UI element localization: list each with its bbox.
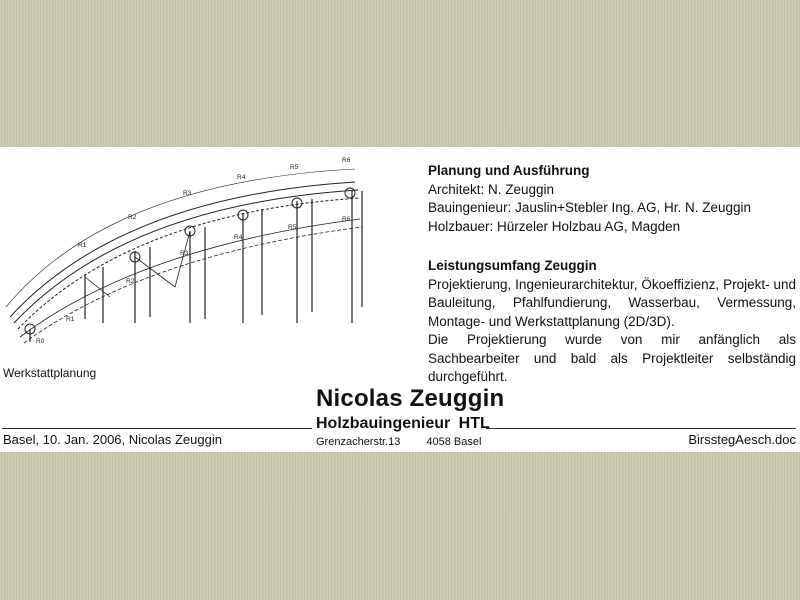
label-r5-a: R5	[290, 164, 299, 171]
label-r4-a: R4	[237, 174, 246, 181]
planung-section	[428, 162, 796, 236]
label-r6-b: R6	[342, 216, 351, 223]
label-r4-b: R4	[234, 234, 243, 241]
letterhead-street: Grenzacherstr.13	[316, 436, 401, 448]
leistung-heading: Leistungsumfang Zeuggin	[428, 258, 597, 273]
planung-line-engineer: Bauingenieur: Jauslin+Stebler Ing. AG, Hr. N. Zeuggin	[428, 200, 752, 215]
leistung-paragraph-1: Projektierung, Ingenieurarchitektur, Ökoeffizienz, Projekt- und Bauleitung, Pfahlfundierung, Wasserbau, Vermessung, Montage- und Werkstattplanung (2D/3D).	[428, 276, 796, 329]
label-r6-a: R6	[342, 157, 351, 164]
label-r1-a: R1	[78, 242, 87, 249]
leistung-section	[428, 257, 796, 387]
document-band	[0, 147, 800, 452]
planung-line-architect: Architekt: N. Zeuggin	[428, 181, 555, 197]
planung-line-timber: Holzbauer: Hürzeler Holzbau AG, Magden	[428, 218, 681, 234]
workshop-drawing	[0, 147, 400, 377]
diagonals	[85, 231, 190, 297]
letterhead-city: 4058 Basel	[426, 436, 482, 448]
letterhead-profession: Holzbauingenieur HTL	[316, 415, 490, 432]
drawing-caption: Werkstattplanung	[3, 366, 97, 380]
label-r3-a: R3	[183, 190, 192, 197]
label-r2-a: R2	[128, 214, 137, 221]
footer-filename: BirsstegAesch.doc	[688, 432, 796, 447]
footer-left: Basel, 10. Jan. 2006, Nicolas Zeuggin	[3, 432, 222, 447]
label-r0: R0	[36, 338, 45, 345]
label-r5-b: R5	[288, 224, 297, 231]
label-r1-b: R1	[66, 316, 75, 323]
letterhead-address	[316, 436, 481, 448]
leistung-paragraph-2: Die Projektierung wurde von mir anfänglich als Sachbearbeiter und bald als Projektleiter selbständig durchgeführt.	[428, 332, 796, 384]
footer-rule-right	[486, 428, 796, 429]
footer-rule-left	[2, 428, 312, 429]
hangers	[30, 191, 362, 342]
letterhead-name: Nicolas Zeuggin	[316, 385, 505, 412]
label-r2-b: R2	[126, 278, 135, 285]
dimension-line	[6, 169, 355, 307]
label-r3-b: R3	[180, 250, 189, 257]
planung-heading: Planung und Ausführung	[428, 163, 590, 178]
